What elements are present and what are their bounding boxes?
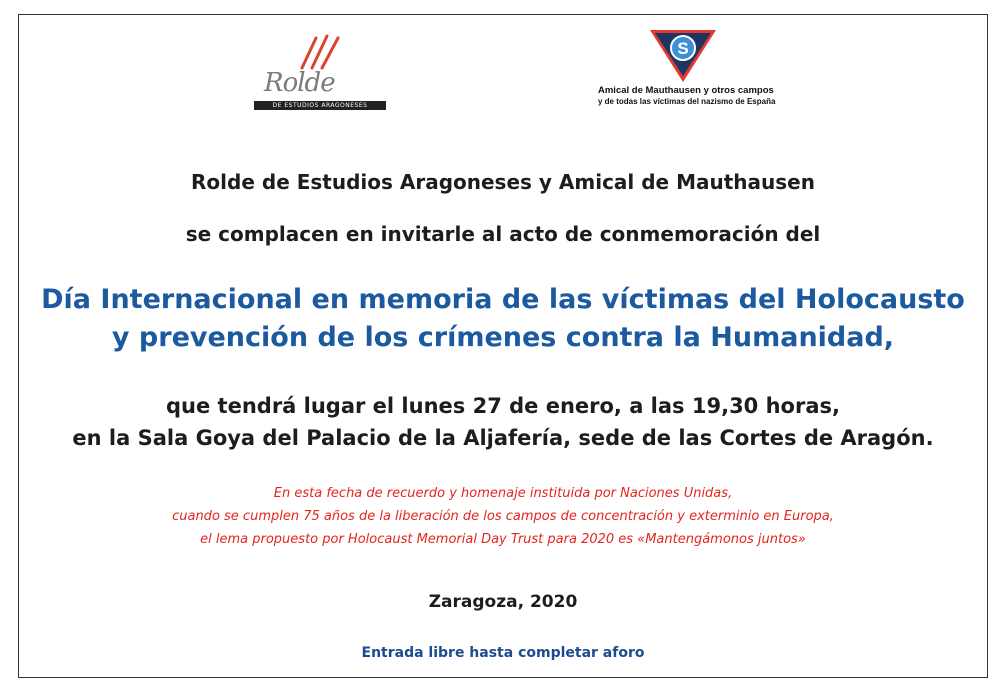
event-title-line1: Día Internacional en memoria de las víctimas del Holocausto	[41, 284, 965, 315]
hosts-line: Rolde de Estudios Aragoneses y Amical de Mauthausen	[191, 170, 815, 194]
amical-letter: S	[677, 39, 689, 58]
amical-caption-line1: Amical de Mauthausen y otros campos	[598, 85, 774, 96]
event-location: en la Sala Goya del Palacio de la Aljafería, sede de las Cortes de Aragón.	[72, 426, 934, 450]
rolde-tagline: DE ESTUDIOS ARAGONESES	[254, 101, 386, 110]
rolde-wordmark: Rolde	[264, 68, 335, 98]
place-date: Zaragoza, 2020	[428, 592, 578, 612]
note-line2: cuando se cumplen 75 años de la liberación de los campos de concentración y exterminio en Europa,	[172, 509, 834, 524]
intro-line: se complacen en invitarle al acto de conmemoración del	[185, 222, 821, 246]
rolde-brush-strokes-icon	[294, 32, 354, 72]
event-title-line2: y prevención de los crímenes contra la Humanidad,	[111, 322, 895, 353]
note-line1: En esta fecha de recuerdo y homenaje instituida por Naciones Unidas,	[273, 486, 733, 501]
entry-notice: Entrada libre hasta completar aforo	[361, 645, 645, 661]
amical-logo	[598, 28, 798, 118]
amical-caption-line2: y de todas las víctimas del nazismo de España	[598, 97, 776, 106]
amical-caption	[598, 85, 798, 106]
amical-triangle-icon	[648, 28, 718, 84]
event-time: que tendrá lugar el lunes 27 de enero, a las 19,30 horas,	[166, 394, 840, 418]
note-line3: el lema propuesto por Holocaust Memorial Day Trust para 2020 es «Mantengámonos juntos»	[200, 532, 806, 547]
rolde-logo	[254, 32, 394, 112]
